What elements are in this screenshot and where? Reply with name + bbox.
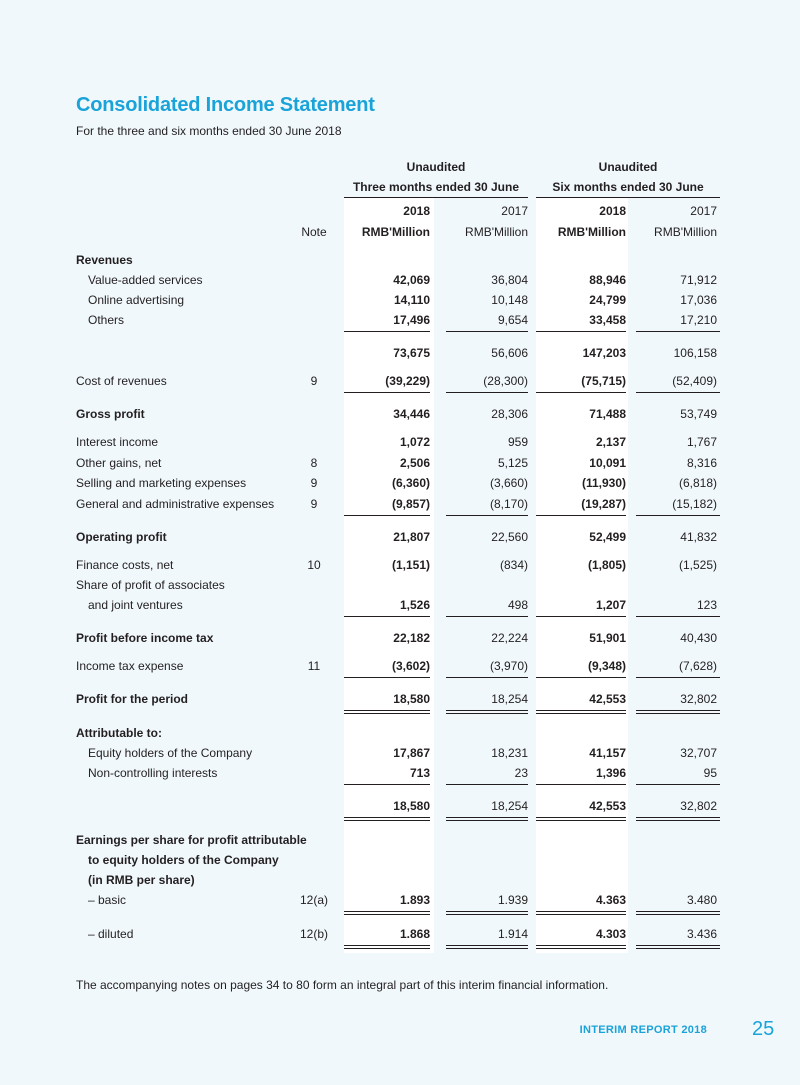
row-note: 8	[310, 456, 318, 470]
double-underline-rule	[446, 713, 528, 714]
underline-rule	[636, 515, 720, 516]
row-label: Equity holders of the Company	[88, 746, 253, 760]
row-label: Attributable to:	[76, 726, 162, 740]
cell-3m-2017: 22,224	[491, 631, 528, 645]
double-underline-rule	[446, 914, 528, 915]
row-label: (in RMB per share)	[88, 873, 195, 887]
underline-rule	[636, 945, 720, 946]
cell-6m-2018: 42,553	[589, 799, 626, 813]
cell-6m-2017: 53,749	[680, 407, 717, 421]
cell-3m-2018: 18,580	[393, 692, 430, 706]
row-label: Selling and marketing expenses	[76, 476, 247, 490]
row-label: General and administrative expenses	[76, 497, 275, 511]
cell-3m-2017: (3,970)	[489, 659, 528, 673]
underline-rule	[344, 945, 430, 946]
row-note: 12(b)	[299, 927, 328, 941]
underline-rule	[636, 677, 720, 678]
cell-6m-2017: 41,832	[680, 530, 717, 544]
cell-6m-2018: 4.303	[595, 927, 626, 941]
row-label: Revenues	[76, 253, 133, 267]
underline-rule	[636, 817, 720, 818]
row-label: Earnings per share for profit attributable	[76, 833, 307, 847]
underline-rule	[446, 817, 528, 818]
cell-3m-2018: 1,072	[399, 435, 430, 449]
underline-rule	[446, 515, 528, 516]
cell-3m-2018: (9,857)	[391, 497, 430, 511]
cell-3m-2017: 498	[507, 598, 528, 612]
unit-6m-2017: RMB'Million	[654, 225, 717, 239]
double-underline-rule	[344, 914, 430, 915]
underline-rule	[636, 331, 720, 332]
header-rule-3m	[344, 197, 528, 198]
cell-3m-2017: (8,170)	[489, 497, 528, 511]
row-label: to equity holders of the Company	[88, 853, 279, 867]
row-note: 9	[310, 476, 318, 490]
header-unaudited-3m: Unaudited	[406, 160, 466, 174]
column-shade-3m-2018	[344, 198, 434, 953]
note-header: Note	[301, 225, 327, 239]
cell-6m-2017: 8,316	[686, 456, 717, 470]
cell-3m-2018: (1,151)	[391, 558, 430, 572]
cell-6m-2018: (1,805)	[587, 558, 626, 572]
year-6m-2017: 2017	[690, 204, 717, 218]
year-3m-2017: 2017	[501, 204, 528, 218]
underline-rule	[446, 616, 528, 617]
cell-6m-2017: 32,802	[680, 692, 717, 706]
row-label: Profit for the period	[76, 692, 188, 706]
header-unaudited-6m: Unaudited	[598, 160, 658, 174]
cell-6m-2018: 147,203	[582, 346, 626, 360]
cell-6m-2018: (75,715)	[581, 374, 626, 388]
unit-3m-2017: RMB'Million	[465, 225, 528, 239]
row-label: Income tax expense	[76, 659, 184, 673]
underline-rule	[446, 331, 528, 332]
cell-3m-2017: 18,254	[491, 799, 528, 813]
page-title: Consolidated Income Statement	[76, 94, 375, 116]
cell-3m-2017: 56,606	[491, 346, 528, 360]
double-underline-rule	[636, 713, 720, 714]
underline-rule	[636, 392, 720, 393]
cell-3m-2018: 713	[409, 766, 430, 780]
row-label: Value-added services	[88, 273, 203, 287]
cell-6m-2017: 123	[696, 598, 717, 612]
underline-rule	[344, 710, 430, 711]
cell-3m-2018: 21,807	[393, 530, 430, 544]
row-label: Operating profit	[76, 530, 167, 544]
cell-6m-2017: 32,707	[680, 746, 717, 760]
cell-6m-2017: 17,036	[680, 293, 717, 307]
cell-3m-2018: (39,229)	[385, 374, 430, 388]
unit-6m-2018: RMB'Million	[557, 225, 626, 239]
cell-3m-2017: 23	[514, 766, 528, 780]
cell-6m-2017: 40,430	[680, 631, 717, 645]
cell-3m-2018: (6,360)	[391, 476, 430, 490]
cell-6m-2018: 33,458	[589, 313, 626, 327]
underline-rule	[344, 677, 430, 678]
underline-rule	[446, 677, 528, 678]
underline-rule	[636, 784, 720, 785]
cell-3m-2017: 1.939	[497, 893, 528, 907]
cell-3m-2018: 1,526	[399, 598, 430, 612]
row-label: Online advertising	[88, 293, 185, 307]
underline-rule	[344, 616, 430, 617]
underline-rule	[536, 784, 626, 785]
row-label: Gross profit	[76, 407, 145, 421]
year-3m-2018: 2018	[403, 204, 430, 218]
unit-3m-2018: RMB'Million	[361, 225, 430, 239]
double-underline-rule	[536, 948, 626, 949]
cell-3m-2018: (3,602)	[391, 659, 430, 673]
cell-6m-2017: 3.480	[686, 893, 717, 907]
double-underline-rule	[344, 948, 430, 949]
double-underline-rule	[636, 914, 720, 915]
row-note: 9	[310, 497, 318, 511]
row-label: Interest income	[76, 435, 159, 449]
cell-3m-2017: 959	[507, 435, 528, 449]
cell-3m-2018: 42,069	[393, 273, 430, 287]
row-label: Other gains, net	[76, 456, 162, 470]
row-note: 11	[307, 659, 321, 673]
cell-6m-2018: 42,553	[589, 692, 626, 706]
row-label: – basic	[88, 893, 127, 907]
double-underline-rule	[636, 948, 720, 949]
cell-6m-2018: 2,137	[595, 435, 626, 449]
underline-rule	[536, 392, 626, 393]
underline-rule	[536, 515, 626, 516]
row-label: Profit before income tax	[76, 631, 214, 645]
cell-6m-2017: 95	[703, 766, 717, 780]
cell-3m-2017: (28,300)	[483, 374, 528, 388]
double-underline-rule	[344, 713, 430, 714]
underline-rule	[636, 616, 720, 617]
cell-3m-2017: (3,660)	[489, 476, 528, 490]
underline-rule	[636, 710, 720, 711]
cell-6m-2017: 17,210	[680, 313, 717, 327]
cell-3m-2018: 73,675	[393, 346, 430, 360]
cell-6m-2017: (6,818)	[678, 476, 717, 490]
page-number: 25	[752, 1018, 775, 1040]
underline-rule	[446, 911, 528, 912]
cell-3m-2018: 14,110	[393, 293, 430, 307]
underline-rule	[344, 392, 430, 393]
cell-3m-2018: 1.893	[399, 893, 430, 907]
cell-3m-2018: 18,580	[393, 799, 430, 813]
underline-rule	[536, 331, 626, 332]
cell-3m-2017: 5,125	[497, 456, 528, 470]
cell-3m-2017: 28,306	[491, 407, 528, 421]
column-shade-6m-2018	[536, 198, 628, 953]
double-underline-rule	[344, 820, 430, 821]
underline-rule	[536, 945, 626, 946]
cell-6m-2017: 106,158	[673, 346, 717, 360]
header-rule-6m	[536, 197, 720, 198]
underline-rule	[344, 911, 430, 912]
cell-6m-2018: (19,287)	[581, 497, 626, 511]
header-six-months: Six months ended 30 June	[552, 180, 704, 194]
cell-6m-2017: 71,912	[680, 273, 717, 287]
underline-rule	[536, 677, 626, 678]
underline-rule	[536, 616, 626, 617]
underline-rule	[344, 515, 430, 516]
underline-rule	[344, 331, 430, 332]
cell-3m-2018: 17,496	[393, 313, 430, 327]
cell-3m-2018: 17,867	[393, 746, 430, 760]
report-label: INTERIM REPORT 2018	[579, 1024, 707, 1036]
cell-6m-2017: 3.436	[686, 927, 717, 941]
cell-6m-2018: (9,348)	[587, 659, 626, 673]
double-underline-rule	[636, 820, 720, 821]
cell-6m-2018: 1,207	[595, 598, 626, 612]
double-underline-rule	[446, 820, 528, 821]
cell-6m-2018: 71,488	[589, 407, 626, 421]
cell-3m-2017: (834)	[499, 558, 528, 572]
row-label: Others	[88, 313, 125, 327]
cell-3m-2017: 18,231	[491, 746, 528, 760]
double-underline-rule	[536, 713, 626, 714]
underline-rule	[446, 710, 528, 711]
cell-6m-2017: (1,525)	[678, 558, 717, 572]
cell-6m-2018: 10,091	[589, 456, 626, 470]
cell-3m-2018: 1.868	[399, 927, 430, 941]
row-label: Non-controlling interests	[88, 766, 218, 780]
cell-3m-2017: 22,560	[491, 530, 528, 544]
cell-6m-2017: 32,802	[680, 799, 717, 813]
cell-6m-2018: 52,499	[589, 530, 626, 544]
underline-rule	[536, 911, 626, 912]
cell-6m-2017: (15,182)	[672, 497, 717, 511]
cell-6m-2018: 24,799	[589, 293, 626, 307]
row-note: 12(a)	[299, 893, 328, 907]
cell-3m-2018: 34,446	[393, 407, 430, 421]
underline-rule	[344, 817, 430, 818]
underline-rule	[536, 710, 626, 711]
cell-3m-2017: 1.914	[497, 927, 528, 941]
underline-rule	[344, 784, 430, 785]
cell-3m-2017: 9,654	[497, 313, 528, 327]
underline-rule	[536, 817, 626, 818]
cell-6m-2018: 51,901	[589, 631, 626, 645]
double-underline-rule	[446, 948, 528, 949]
cell-3m-2017: 10,148	[491, 293, 528, 307]
underline-rule	[636, 911, 720, 912]
underline-rule	[446, 784, 528, 785]
cell-6m-2017: (52,409)	[672, 374, 717, 388]
footnote: The accompanying notes on pages 34 to 80 form an integral part of this interim financial information.	[76, 978, 609, 992]
row-note: 10	[307, 558, 321, 572]
cell-6m-2018: 88,946	[589, 273, 626, 287]
cell-6m-2018: (11,930)	[581, 476, 626, 490]
cell-3m-2018: 2,506	[399, 456, 430, 470]
row-label: Cost of revenues	[76, 374, 167, 388]
row-label: Share of profit of associates	[76, 578, 225, 592]
row-label: and joint ventures	[88, 598, 183, 612]
cell-3m-2018: 22,182	[393, 631, 430, 645]
cell-6m-2017: (7,628)	[678, 659, 717, 673]
underline-rule	[446, 392, 528, 393]
underline-rule	[446, 945, 528, 946]
double-underline-rule	[536, 820, 626, 821]
cell-6m-2018: 41,157	[589, 746, 626, 760]
page-subtitle: For the three and six months ended 30 June 2018	[76, 124, 342, 138]
cell-6m-2018: 1,396	[595, 766, 626, 780]
row-label: – diluted	[88, 927, 134, 941]
cell-6m-2018: 4.363	[595, 893, 626, 907]
cell-6m-2017: 1,767	[686, 435, 717, 449]
row-label: Finance costs, net	[76, 558, 174, 572]
cell-3m-2017: 18,254	[491, 692, 528, 706]
header-three-months: Three months ended 30 June	[352, 180, 520, 194]
cell-3m-2017: 36,804	[491, 273, 528, 287]
year-6m-2018: 2018	[599, 204, 626, 218]
double-underline-rule	[536, 914, 626, 915]
row-note: 9	[310, 374, 318, 388]
